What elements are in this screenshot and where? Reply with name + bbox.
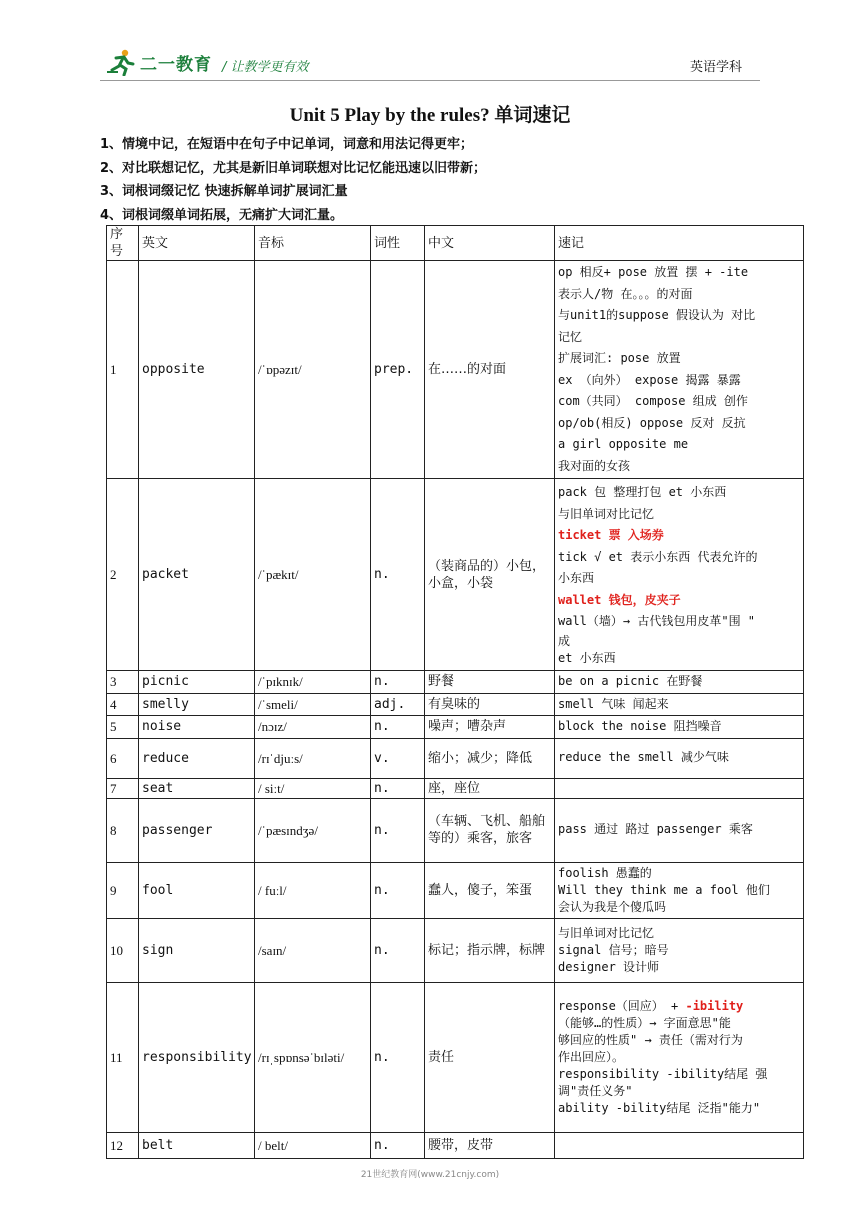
part-of-speech: prep. — [371, 261, 425, 479]
memory-tip — [555, 671, 804, 694]
page-header — [100, 46, 760, 86]
header-divider — [100, 80, 760, 81]
memory-tip — [555, 918, 804, 982]
memory-tip-line: op/ob(相反) oppose 反对 反抗 — [558, 415, 746, 430]
memory-tip-line: 成 — [558, 633, 571, 648]
english-word: responsibility — [139, 982, 255, 1132]
english-word: belt — [139, 1132, 255, 1158]
chinese-meaning: 有臭味的 — [425, 693, 555, 716]
memory-tip — [555, 798, 804, 862]
phonetic: /nɔɪz/ — [255, 716, 371, 739]
column-header: 序号 — [107, 226, 139, 261]
memory-tip-line: foolish 愚蠢的 — [558, 865, 652, 880]
column-header: 中文 — [425, 226, 555, 261]
memory-tip — [555, 479, 804, 671]
row-number: 4 — [107, 693, 139, 716]
chinese-meaning: 标记；指示牌，标牌 — [425, 918, 555, 982]
english-word: packet — [139, 479, 255, 671]
memory-tip-line: 作出回应）。 — [558, 1049, 625, 1064]
intro-item: 1、情境中记，在短语中在句子中记单词，词意和用法记得更牢； — [100, 137, 474, 152]
part-of-speech: v. — [371, 738, 425, 778]
table-row — [107, 716, 804, 739]
memory-tip-line: 我对面的女孩 — [558, 458, 631, 473]
memory-tip-text: response（回应） + — [558, 998, 686, 1013]
phonetic: /saɪn/ — [255, 918, 371, 982]
column-header: 词性 — [371, 226, 425, 261]
row-number: 3 — [107, 671, 139, 694]
table-row — [107, 778, 804, 798]
memory-tip — [555, 862, 804, 918]
table-row — [107, 693, 804, 716]
memory-tip — [555, 716, 804, 739]
row-number: 1 — [107, 261, 139, 479]
memory-tip-line: 记忆 — [558, 329, 583, 344]
intro-item: 3、词根词缀记忆 快速拆解单词扩展词汇量 — [100, 184, 348, 199]
memory-tip-line: Will they think me a fool 他们 — [558, 882, 770, 897]
intro-list — [100, 133, 780, 227]
runner-logo-icon — [106, 48, 136, 76]
memory-tip-line: wall（墙）→ 古代钱包用皮革"围 " — [558, 614, 756, 629]
memory-tip-line: block the noise 阻挡噪音 — [558, 719, 722, 733]
memory-tip-line: be on a picnic 在野餐 — [558, 674, 703, 688]
memory-tip-line: ex （向外） expose 揭露 暴露 — [558, 372, 741, 387]
row-number: 9 — [107, 862, 139, 918]
memory-tip-line: 表示人/物 在。。。的对面 — [558, 286, 693, 301]
table-row — [107, 982, 804, 1132]
memory-tip-line: ability -bility结尾 泛指"能力" — [558, 1100, 761, 1115]
row-number: 6 — [107, 738, 139, 778]
english-word: passenger — [139, 798, 255, 862]
part-of-speech: n. — [371, 479, 425, 671]
memory-tip-line: 小东西 — [558, 571, 595, 586]
chinese-meaning: 责任 — [425, 982, 555, 1132]
intro-item: 2、对比联想记忆，尤其是新旧单词联想对比记忆能迅速以旧带新； — [100, 160, 487, 176]
part-of-speech: n. — [371, 778, 425, 798]
phonetic: / siːt/ — [255, 778, 371, 798]
part-of-speech: n. — [371, 862, 425, 918]
part-of-speech: n. — [371, 671, 425, 694]
memory-tip-line: （能够…的性质）→ 字面意思"能 — [558, 1015, 731, 1030]
memory-tip-line: designer 设计师 — [558, 959, 660, 974]
part-of-speech: n. — [371, 716, 425, 739]
english-word: fool — [139, 862, 255, 918]
row-number: 10 — [107, 918, 139, 982]
phonetic: /ˈpɪknɪk/ — [255, 671, 371, 694]
part-of-speech: adj. — [371, 693, 425, 716]
memory-tip-line — [558, 998, 800, 1015]
chinese-meaning: 腰带，皮带 — [425, 1132, 555, 1158]
table-row — [107, 479, 804, 671]
table-row — [107, 738, 804, 778]
phonetic: /ˈɒpəzɪt/ — [255, 261, 371, 479]
page-footer: 21世纪教育网(www.21cnjy.com) — [360, 1170, 500, 1180]
chinese-meaning: 缩小；减少；降低 — [425, 738, 555, 778]
english-word: sign — [139, 918, 255, 982]
memory-tip-line: 会认为我是个傻瓜吗 — [558, 899, 667, 914]
chinese-meaning: 噪声；嘈杂声 — [425, 716, 555, 739]
memory-tip-line: et 小东西 — [558, 650, 616, 665]
row-number: 2 — [107, 479, 139, 671]
chinese-meaning: 蠢人，傻子，笨蛋 — [425, 862, 555, 918]
memory-tip-line: signal 信号；暗号 — [558, 942, 669, 957]
phonetic: /ˈpæsɪndʒə/ — [255, 798, 371, 862]
chinese-meaning: （装商品的）小包，小盒，小袋 — [425, 479, 555, 671]
part-of-speech: n. — [371, 798, 425, 862]
memory-tip-line: reduce the smell 减少气味 — [558, 750, 729, 765]
phonetic: /rɪˌspɒnsəˈbɪləti/ — [255, 982, 371, 1132]
intro-item: 4、词根词缀单词拓展，无痛扩大词汇量。 — [100, 207, 344, 223]
memory-tip-line: 够回应的性质" → 责任（需对行为 — [558, 1032, 743, 1047]
memory-tip — [555, 982, 804, 1132]
column-header: 速记 — [555, 226, 804, 261]
chinese-meaning: 在……的对面 — [425, 261, 555, 479]
table-row — [107, 862, 804, 918]
memory-tip-line: 与旧单词对比记忆 — [558, 925, 655, 940]
subject-label: 英语学科 — [689, 60, 742, 75]
memory-tip — [555, 738, 804, 778]
memory-tip-line: 与unit1的suppose 假设认为 对比 — [558, 308, 756, 322]
memory-tip-line: pack 包 整理打包 et 小东西 — [558, 485, 727, 500]
phonetic: /ˈpækɪt/ — [255, 479, 371, 671]
memory-tip — [555, 261, 804, 479]
table-row — [107, 918, 804, 982]
phonetic: /rɪˈdjuːs/ — [255, 738, 371, 778]
part-of-speech: n. — [371, 982, 425, 1132]
row-number: 7 — [107, 778, 139, 798]
memory-tip-line: ticket 票 入场券 — [558, 528, 664, 543]
chinese-meaning: 野餐 — [425, 671, 555, 694]
english-word: smelly — [139, 693, 255, 716]
english-word: opposite — [139, 261, 255, 479]
memory-tip-line: op 相反+ pose 放置 摆 + -ite — [558, 265, 749, 279]
logo-text: 二一教育 — [140, 54, 212, 75]
phonetic: /ˈsmeli/ — [255, 693, 371, 716]
english-word: noise — [139, 716, 255, 739]
phonetic: / belt/ — [255, 1132, 371, 1158]
column-header: 音标 — [255, 226, 371, 261]
row-number: 12 — [107, 1132, 139, 1158]
english-word: picnic — [139, 671, 255, 694]
memory-tip-line: 调"责任义务" — [558, 1083, 633, 1098]
phonetic: / fuːl/ — [255, 862, 371, 918]
memory-tip-line: a girl opposite me — [558, 437, 689, 451]
memory-tip-line: smell 气味 闻起来 — [558, 696, 669, 711]
chinese-meaning: （车辆、飞机、船舶等的）乘客，旅客 — [425, 798, 555, 862]
memory-tip-line: responsibility -ibility结尾 强 — [558, 1066, 768, 1081]
table-row — [107, 261, 804, 479]
memory-tip — [555, 693, 804, 716]
row-number: 11 — [107, 982, 139, 1132]
memory-tip-line: pass 通过 路过 passenger 乘客 — [558, 822, 753, 837]
english-word: seat — [139, 778, 255, 798]
table-header-row — [107, 226, 804, 261]
page-title: Unit 5 Play by the rules? 单词速记 — [289, 105, 571, 126]
logo — [106, 48, 212, 76]
column-header: 英文 — [139, 226, 255, 261]
memory-tip-line: com（共同） compose 组成 创作 — [558, 394, 748, 408]
part-of-speech: n. — [371, 1132, 425, 1158]
memory-tip — [555, 778, 804, 798]
chinese-meaning: 座，座位 — [425, 778, 555, 798]
table-row — [107, 798, 804, 862]
memory-tip — [555, 1132, 804, 1158]
slogan: / 让教学更有效 — [222, 60, 309, 75]
row-number: 8 — [107, 798, 139, 862]
memory-tip-line: tick √ et 表示小东西 代表允许的 — [558, 549, 758, 564]
memory-tip-line: 扩展词汇: pose 放置 — [558, 351, 681, 365]
part-of-speech: n. — [371, 918, 425, 982]
english-word: reduce — [139, 738, 255, 778]
table-row — [107, 671, 804, 694]
vocabulary-table — [106, 225, 804, 1159]
memory-tip-line: 与旧单词对比记忆 — [558, 506, 655, 521]
table-row — [107, 1132, 804, 1158]
row-number: 5 — [107, 716, 139, 739]
suffix-highlight: -ibility — [685, 998, 744, 1013]
memory-tip-line: wallet 钱包，皮夹子 — [558, 592, 681, 607]
